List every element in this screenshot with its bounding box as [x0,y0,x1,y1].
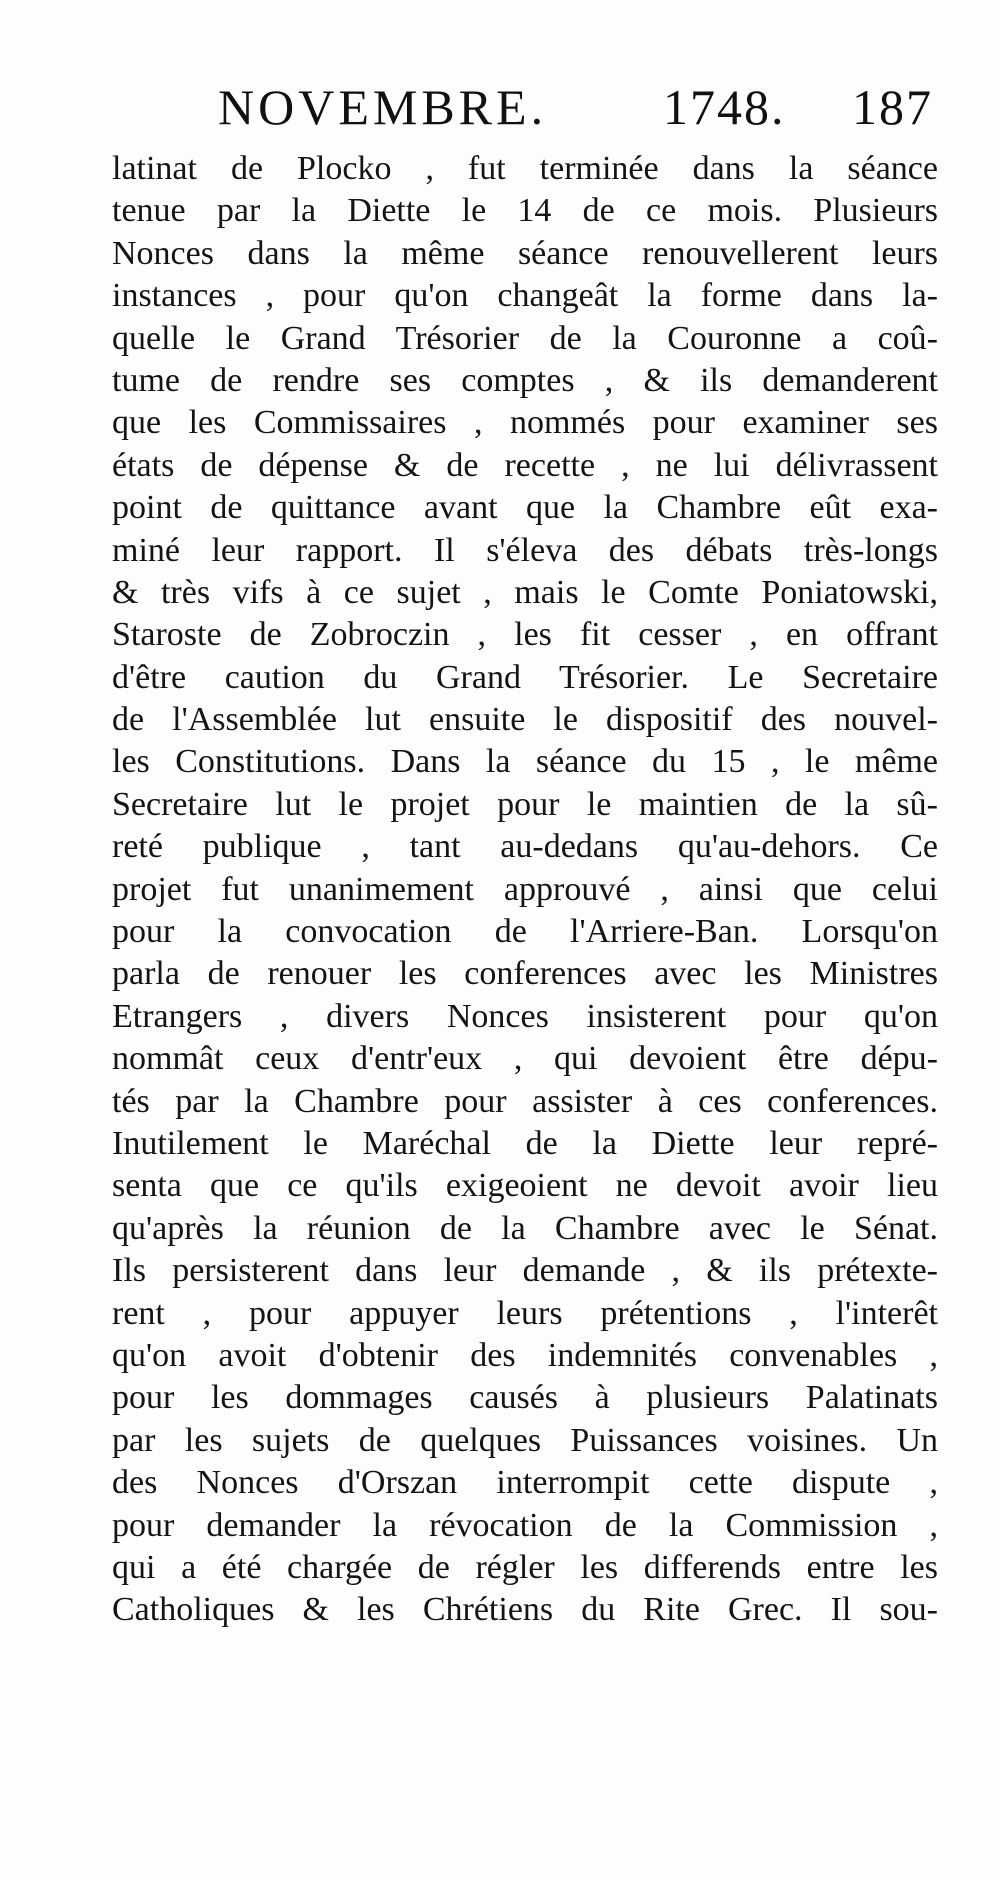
text-line: par les sujets de quelques Puissances voisines. Un [112,1421,938,1459]
text-line: des Nonces d'Orszan interrompit cette dispute , [112,1464,938,1502]
page-header [218,72,933,142]
text-line: tenue par la Diette le 14 de ce mois. Plusieurs [112,192,938,230]
text-line: pour la convocation de l'Arriere-Ban. Lorsqu'on [112,913,938,951]
running-title: NOVEMBRE. [218,79,548,135]
header-year: 1748. [663,79,786,135]
text-line: tés par la Chambre pour assister à ces conferences. [112,1082,938,1120]
text-line: Ils persisterent dans leur demande , & ils prétexte- [112,1252,938,1290]
text-line: Catholiques & les Chrétiens du Rite Grec. Il sou- [112,1591,938,1629]
text-line: instances , pour qu'on changeât la forme dans la- [112,277,938,315]
text-line: parla de renouer les conferences avec les Ministres [112,955,938,993]
text-line: Etrangers , divers Nonces insisterent pour qu'on [112,997,938,1035]
text-line: latinat de Plocko , fut terminée dans la séance [112,150,938,187]
text-line: les Constitutions. Dans la séance du 15 , le même [112,743,938,781]
text-line: projet fut unanimement approuvé , ainsi que celui [112,870,938,908]
text-line: qui a été chargée de régler les differends entre les [112,1548,938,1586]
text-line: Secretaire lut le projet pour le maintien de la sû- [112,785,938,823]
text-line: qu'après la réunion de la Chambre avec le Sénat. [112,1209,938,1247]
text-line: & très vifs à ce sujet , mais le Comte Poniatowski, [112,573,938,611]
text-line: Nonces dans la même séance renouvellerent leurs [112,234,938,272]
page-number: 187 [852,79,933,135]
text-line: point de quittance avant que la Chambre eût exa- [112,489,938,527]
body-text [112,148,938,1632]
text-line: que les Commissaires , nommés pour examiner ses [112,404,938,442]
text-line: Staroste de Zobroczin , les fit cesser , en offrant [112,616,938,654]
text-line: nommât ceux d'entr'eux , qui devoient être dépu- [112,1040,938,1078]
text-line: de l'Assemblée lut ensuite le dispositif des nouvel- [112,701,938,739]
text-line: reté publique , tant au-dedans qu'au-dehors. Ce [112,828,938,866]
text-line: miné leur rapport. Il s'éleva des débats très-longs [112,531,938,569]
text-line: d'être caution du Grand Trésorier. Le Secretaire [112,658,938,696]
text-line: senta que ce qu'ils exigeoient ne devoit avoir lieu [112,1167,938,1205]
text-line: pour les dommages causés à plusieurs Palatinats [112,1379,938,1417]
text-line: états de dépense & de recette , ne lui délivrassent [112,446,938,484]
text-line: pour demander la révocation de la Commission , [112,1506,938,1544]
text-line: Inutilement le Maréchal de la Diette leur repré- [112,1124,938,1162]
text-line: quelle le Grand Trésorier de la Couronne a coû- [112,319,938,357]
text-line: qu'on avoit d'obtenir des indemnités convenables , [112,1336,938,1374]
text-line: rent , pour appuyer leurs prétentions , l'interêt [112,1294,938,1332]
text-line: tume de rendre ses comptes , & ils demanderent [112,361,938,399]
